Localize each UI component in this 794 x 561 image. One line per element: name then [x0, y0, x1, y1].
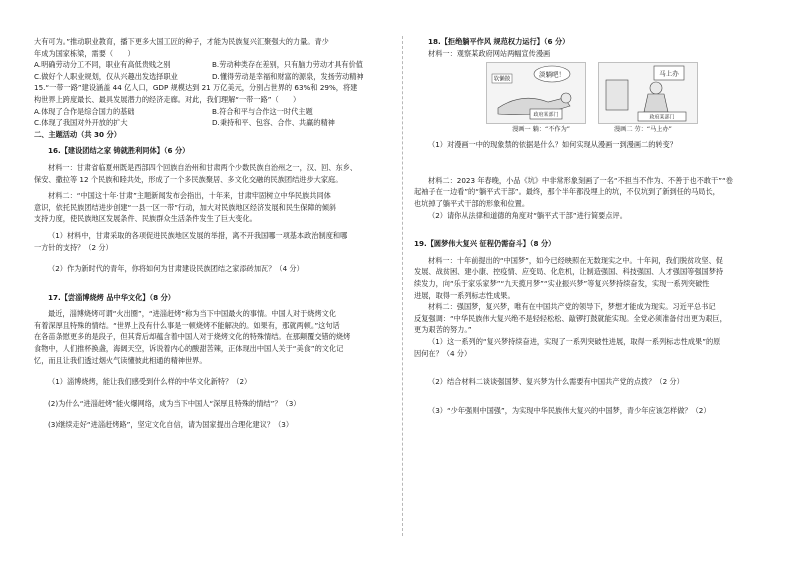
cartoon-label: 政府某部门 [533, 112, 559, 119]
sub-question: （1）对漫画一中的现象禁的依据是什么？如何实现从漫画一到漫画二的转变？ [428, 140, 677, 150]
question-15-line: 构世界上跨度最长、最具发展潜力的经济走廊。对此，我们理解“一带一路”（ ） [34, 94, 301, 104]
material-line: 也坑掉了躺平式干部的形象和位置。 [414, 198, 530, 208]
option-d: D.懂得劳动是幸福和财富的源泉，发扬劳动精神 [212, 71, 364, 81]
passage-line: 在各苗条慰更多的是段子，但其背后却蕴含着中国人对于烧烤文化的特殊情结。在那颠覆交错的烧烤 [34, 332, 351, 342]
cartoon-caption: 漫画一 躺：“不作为” [512, 126, 570, 134]
sub-question: （3）“少年强则中国强”，为实现中华民族伟大复兴的中国梦，青少年应该怎样做？（2） [428, 405, 711, 415]
passage-line: 最近，淄博烧烤可谓“火出圈”，“进淄赶烤”称为当下中国最火的事情。中国人对于烧烤文化 [48, 309, 337, 319]
section-title: 二、主题活动（共 30 分） [34, 129, 121, 139]
material-line: 反复强调：“中华民族伟大复兴绝不是轻轻松松、敲锣打鼓就能实现。全党必须准备付出更为艰巨， [414, 313, 727, 323]
continued-text-line: 大有可为。”推动职业教育，播下更多大国工匠的种子，才能为民族复兴汇聚强大的力量。青少 [34, 37, 329, 46]
cartoon-lying-flat-image [486, 62, 586, 124]
right-column [414, 36, 770, 416]
material-line: 发展、战贫困、建小康、控疫情、应变局、化危机，让制造强国、科技强国、人才强国等强国梦持 [414, 267, 724, 277]
sub-question: （1）淄博烧烤，能让我们感受到什么样的中华文化新特？（2） [48, 377, 252, 387]
sub-question: （2）请你从法律和道德的角度对“躺平式干部”进行简要点评。 [428, 210, 627, 220]
option-a: A.明确劳动分工不同，职业有高低贵贱之别 [34, 60, 171, 70]
cartoon-act-now-image [598, 62, 698, 124]
continued-text-line: 年成为国家栋梁，需要（ ） [34, 48, 135, 58]
question-15-line: 15.“一带一路”建设涵盖 44 亿人口，GDP 规模达到 21 万亿美元，分别占世界的 63%和 29%，将建 [34, 83, 358, 93]
option-d: D.秉持和平、包容、合作、共赢的精神 [212, 118, 335, 128]
material-line: 材料二：2023 年春晚，小品《坑》中非常形象刻画了一名“不担当不作为、不善于也不敢干”“卷 [428, 175, 733, 185]
option-b: B.劳动种类存在差别，只有脑力劳动才具有价值 [212, 60, 363, 70]
option-row [34, 71, 390, 83]
column-divider [402, 36, 403, 536]
sub-question: 一方针的支持？（2 分） [34, 242, 113, 252]
sub-question: (3)继续走好“进淄赶烤路”，坚定文化自信，请为国家提出合理化建议？（3） [48, 420, 294, 430]
question-18-title: 18.【拒绝躺平作风 规范权力运行】（6 分） [428, 37, 570, 46]
material-line: 材料一：观察某政府网站两幅宣传漫画 [428, 48, 551, 58]
left-column [34, 36, 390, 431]
material-line: 保安、撒拉等 12 个民族和睦共处，形成了一个多民族聚居、多文化交融的民族团结进步大家庭。 [34, 174, 343, 184]
material-line: 支持力度，使民族地区发展条件、民族群众生活条件发生了巨大变化。 [34, 214, 257, 224]
material-line: 续发力，向“乐于家乐家梦”“九天揽月梦”“实业振兴梦”等复兴梦持续奋发，实现一系列突破性 [414, 278, 710, 288]
sub-question: （2）作为新时代的青年，你将如何为甘肃建设民族团结之家添砖加瓦？（4 分） [48, 264, 304, 274]
option-row [34, 117, 390, 129]
cartoon-captions [414, 125, 770, 134]
material-line: 材料一：十年前提出的“中国梦”，如今已经映照在无数现实之中。十年间，我们脱贫攻坚、促 [428, 255, 723, 265]
cartoon-label: 政府某部门 [649, 114, 675, 121]
cartoon-label: 软懒散 [493, 76, 511, 83]
material-line: 材料二：强国梦，复兴梦，唯有在中国共产党的领导下，梦想才能成为现实。习近平总书记 [428, 302, 716, 312]
passage-line: 有着深厚且特殊的情结。“世界上没有什么事是一顿烧烤不能解决的。如果有，那就两顿。”这句话 [34, 320, 340, 330]
material-line: 进展，取得一系列标志性成果。 [414, 290, 515, 300]
speech-bubble: 淡躺吧！ [539, 70, 565, 79]
option-b: B.符合和平与合作这一时代主题 [212, 106, 313, 116]
passage-line: 忆，而且让我们透过烟火气读懂彼此相通的精神世界。 [34, 355, 207, 365]
sub-question: 因何在？（4 分） [414, 348, 472, 358]
option-c: C.体现了我国对外开放的扩大 [34, 118, 128, 128]
material-line: 材料二：“中国这十年·甘肃”主题新闻发布会指出，十年来，甘肃牢固树立中华民族共同体 [48, 191, 331, 201]
sub-question: （1）材料中，甘肃采取的各项促进民族地区发展的举措，离不开我国哪一项基本政治制度和哪 [48, 230, 348, 240]
option-row [34, 106, 390, 118]
material-line: 更为艰苦的努力。” [414, 325, 472, 335]
question-19-title: 19.【圆梦伟大复兴 征程仍需奋斗】（8 分） [414, 239, 556, 249]
option-row [34, 59, 390, 71]
question-17-title: 17.【尝淄博烧烤 品中华文化】（8 分） [48, 292, 175, 302]
material-line: 意识，依托民族团结进步创建“一县一区一带”行动，加大对民族地区经济发展和民生保障的倾斜 [34, 202, 337, 212]
sub-question: （1）这一系列的“复兴梦持续奋进，实现了一系列突破性进展，取得一系列标志性成果”的原 [428, 336, 721, 346]
material-line: 起袖子在一边看”的“躺平式干部”。最终，那个半年都没埋上的坑，不仅坑到了新到任的马局长， [414, 187, 720, 197]
option-c: C.做好个人职业规划，仅从兴趣出发选择职业 [34, 71, 178, 81]
question-16-title: 16.【建设团结之家 铸就胜利同体】（6 分） [48, 146, 190, 156]
passage-line: 食物中，人们推杯换盏，海阔天空，诉说着内心的酸甜苦辣，正体现出中国人关于“美食”的文化记 [34, 344, 344, 354]
speech-bubble: 马上办 [659, 69, 679, 78]
sub-question: （2）结合材料二谈谈强国梦、复兴梦为什么需要有中国共产党的点拨？（2 分） [428, 377, 684, 387]
sub-question: (2)为什么“进淄赶烤”能火爆网络，成为当下中国人“深厚且特殊的情结”？（3） [48, 398, 301, 408]
option-a: A.体现了合作是综合国力的基础 [34, 106, 135, 116]
material-line: 材料一：甘肃省临夏州既是西部四个回族自治州和甘肃两个少数民族自治州之一，汉、回、东乡、 [48, 162, 358, 172]
cartoon-pair [414, 62, 770, 124]
cartoon-caption: 漫画二 劳：“马上办” [614, 126, 672, 134]
